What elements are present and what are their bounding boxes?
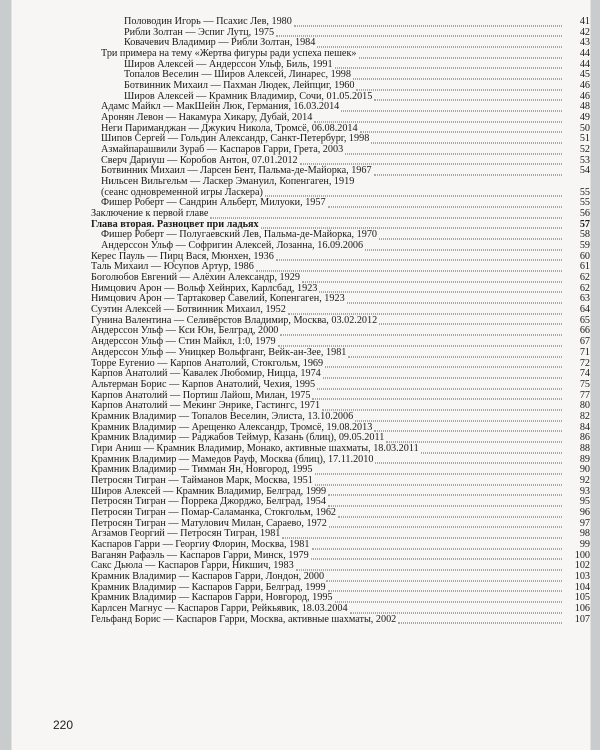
toc-entry-title: Гельфанд Борис — Каспаров Гарри, Москва, активные шахматы, 2002 <box>91 613 397 625</box>
toc-page-number: 49 <box>579 112 590 124</box>
toc-entry-title: Карпов Анатолий — Кавалек Любомир, Ницца, 1974 <box>91 368 321 380</box>
toc-page-number: 61 <box>579 261 590 273</box>
toc-entry-title: Петросян Тигран — Тайманов Марк, Москва, 1951 <box>91 474 313 486</box>
book-page <box>12 0 590 750</box>
toc-page-number: 55 <box>579 197 590 209</box>
toc-entry-title: Таль Михаил — Юсупов Артур, 1986 <box>91 261 254 273</box>
toc-page-number: 53 <box>579 154 590 166</box>
toc-page-number: 62 <box>579 272 590 284</box>
toc-page-number: 77 <box>579 389 590 401</box>
toc-page-number: 93 <box>579 485 590 497</box>
toc-page-number: 89 <box>579 453 590 465</box>
toc-page-number: 58 <box>579 229 590 241</box>
toc-entry-title: Топалов Веселин — Широв Алексей, Линарес, 1998 <box>124 69 351 81</box>
toc-page-number: 67 <box>579 336 590 348</box>
toc-page-number: 42 <box>579 26 590 38</box>
toc-page-number: 51 <box>579 133 590 145</box>
toc-page-number: 75 <box>579 378 590 390</box>
toc-entry-title: Крамник Владимир — Тимман Ян, Новгород, 1995 <box>91 464 313 476</box>
toc-entry-title: Глава вторая. Разноцвет при ладьях <box>91 218 259 230</box>
toc-entry-title: Фишер Роберт — Полугаевский Лев, Пальма-де-Майорка, 1970 <box>101 229 378 241</box>
toc-entry-title: Половодин Игорь — Псахис Лев, 1980 <box>124 16 292 27</box>
toc-page-number: 48 <box>579 101 590 113</box>
toc-entry-title: Гунина Валентина — Селивёрстов Владимир, Москва, 03.02.2012 <box>91 314 378 326</box>
toc-page-number: 44 <box>579 48 590 60</box>
toc-page-number: 106 <box>574 602 590 614</box>
toc-page-number: 86 <box>579 432 590 444</box>
toc-entry-title: Широв Алексей — Крамник Владимир, Сочи, 01.05.2015 <box>124 90 373 102</box>
toc-entry-title: Крамник Владимир — Арещенко Александр, Тромсё, 19.08.2013 <box>91 421 373 433</box>
toc-page-number: 65 <box>579 314 590 326</box>
toc-page-number: 107 <box>574 613 590 625</box>
toc-page-number: 100 <box>574 549 590 561</box>
toc-page-number: 50 <box>579 122 590 134</box>
toc-page-number: 92 <box>579 474 590 486</box>
toc-page-number: 72 <box>579 357 590 369</box>
toc-entry-title: Ботвинник Михаил — Ларсен Бент, Пальма-де-Майорка, 1967 <box>101 165 372 177</box>
toc-entry-title: Боголюбов Евгений — Алёхин Александр, 1929 <box>91 272 300 284</box>
toc-entry-title: Нильсен Вильгельм — Ласкер Эмануил, Копенгаген, 1919 <box>101 176 355 188</box>
toc-entry-title: Карлсен Магнус — Каспаров Гарри, Рейкьявик, 18.03.2004 <box>91 602 348 614</box>
toc-page-number: 63 <box>579 293 590 305</box>
toc-entry-title: Шипов Сергей — Гольдин Александр, Санкт-Петербург, 1998 <box>101 133 370 145</box>
toc-entry-title: Крамник Владимир — Каспаров Гарри, Лондон, 2000 <box>91 570 325 582</box>
toc-entry-title: Андерссон Ульф — Стин Майкл, 1:0, 1979 <box>91 336 276 348</box>
toc-page-number: 99 <box>579 538 590 550</box>
toc-page-number: 88 <box>579 442 590 454</box>
toc-entry-title: Аронян Левон — Накамура Хикару, Дубай, 2014 <box>101 112 313 124</box>
toc-entry-title: Карпов Анатолий — Мекинг Энрике, Гастингс, 1971 <box>91 400 321 412</box>
toc-entry-title: Крамник Владимир — Раджабов Теймур, Казань (блиц), 09.05.2011 <box>91 432 385 444</box>
toc-entry-title: Рибли Золтан — Эспиг Лутц, 1975 <box>124 26 275 38</box>
toc-page-number: 104 <box>574 581 590 593</box>
toc-page-number: 56 <box>579 208 590 220</box>
toc-page-number: 98 <box>579 528 590 540</box>
toc-page-number: 80 <box>579 400 590 412</box>
toc-page-number: 95 <box>579 496 590 508</box>
toc-entry-title: Фишер Роберт — Сандрин Альберт, Милуоки, 1957 <box>101 197 326 209</box>
toc-page-number: 71 <box>579 346 590 358</box>
toc-page-number: 105 <box>574 592 590 604</box>
toc-entry-title: Крамник Владимир — Топалов Веселин, Элиста, 13.10.2006 <box>91 410 354 422</box>
toc-entry-title: Крамник Владимир — Каспаров Гарри, Белград, 1999 <box>91 581 326 593</box>
toc-page-number: 82 <box>579 410 590 422</box>
toc-entry-title: Агзамов Георгий — Петросян Тигран, 1981 <box>91 528 281 540</box>
toc-entry-title: Альтерман Борис — Карпов Анатолий, Чехия, 1995 <box>91 378 316 390</box>
toc-entry-title: Каспаров Гарри — Георгиу Флорин, Москва, 1981 <box>91 538 310 550</box>
toc-entry-title: Широв Алексей — Крамник Владимир, Белград, 1999 <box>91 485 327 497</box>
leader-dots <box>374 164 562 176</box>
leader-dots <box>398 612 562 624</box>
toc-entry-title: Крамник Владимир — Каспаров Гарри, Новгород, 1995 <box>91 592 333 604</box>
toc-entry-title: Петросян Тигран — Матулович Милан, Сараево, 1972 <box>91 517 327 529</box>
toc-page-number: 102 <box>574 560 590 572</box>
toc-page-number: 84 <box>579 421 590 433</box>
toc-entry-title: Андерссон Ульф — Кси Юн, Белград, 2000 <box>91 325 279 337</box>
toc-page-number: 46 <box>579 80 590 92</box>
toc-entry-title: Гири Аниш — Крамник Владимир, Монако, активные шахматы, 18.03.2011 <box>91 442 419 454</box>
toc-page-number: 52 <box>579 144 590 156</box>
toc-page-number: 64 <box>579 304 590 316</box>
toc-entry-title: Заключение к первой главе <box>91 208 209 220</box>
toc-page-number: 44 <box>579 58 590 70</box>
toc-page-number: 59 <box>579 240 590 252</box>
toc-page-number: 97 <box>579 517 590 529</box>
toc-entry-title: Широв Алексей — Андерссон Ульф, Биль, 1991 <box>124 58 333 70</box>
toc-page-number: 96 <box>579 506 590 518</box>
toc-page-number: 45 <box>579 69 590 81</box>
toc-entry-title: Петросян Тигран — Поррека Джорджо, Белград, 1954 <box>91 496 326 508</box>
toc-entry-title: Три примера на тему «Жертва фигуры ради успеха пешек» <box>101 48 357 60</box>
toc-entry-title: Крамник Владимир — Мамедов Рауф, Москва (блиц), 17.11.2010 <box>91 453 374 465</box>
toc-page-number: 43 <box>579 37 590 49</box>
toc-page-number: 46 <box>579 90 590 102</box>
toc-entry-title: Керес Пауль — Пирц Вася, Мюнхен, 1936 <box>91 250 274 262</box>
toc-page-number: 90 <box>579 464 590 476</box>
toc-page-number: 55 <box>579 186 590 198</box>
toc-entry-title: Неги Париманджан — Джукич Никола, Тромсё, 06.08.2014 <box>101 122 358 134</box>
toc-entry-title: Суэтин Алексей — Ботвинник Михаил, 1952 <box>91 304 286 316</box>
toc-entry-title: Ваганян Рафаэль — Каспаров Гарри, Минск, 1979 <box>91 549 309 561</box>
toc-entry-title: Адамс Майкл — МакШейн Люк, Германия, 16.03.2014 <box>101 101 340 113</box>
toc-entry-title: Сверч Дариуш — Коробов Антон, 07.01.2012 <box>101 154 298 166</box>
toc-entry-title: Андерссон Ульф — Уницкер Вольфганг, Вейк-ан-Зее, 1981 <box>91 346 347 358</box>
toc-page-number: 41 <box>579 16 590 27</box>
page-number: 220 <box>53 718 74 732</box>
toc-entry-title: Карпов Анатолий — Портиш Лайош, Милан, 1975 <box>91 389 311 401</box>
toc-entry-title: (сеанс одновременной игры Ласкера) <box>101 186 263 198</box>
toc-page-number: 103 <box>574 570 590 582</box>
toc-entry-title: Торре Еугенио — Карпов Анатолий, Стокгольм, 1969 <box>91 357 324 369</box>
toc-entry-title: Нимцович Арон — Вольф Хейнрих, Карлсбад, 1923 <box>91 282 318 294</box>
toc-page-number: 74 <box>579 368 590 380</box>
toc-entry <box>12 615 590 626</box>
toc-page-number: 66 <box>579 325 590 337</box>
toc-page-number: 57 <box>579 218 590 230</box>
toc-entry-title: Азмайпарашвили Зураб — Каспаров Гарри, Грета, 2003 <box>101 144 344 156</box>
toc-entry-title: Нимцович Арон — Тартаковер Савелий, Копенгаген, 1923 <box>91 293 345 305</box>
toc-entry-title: Ботвинник Михаил — Пахман Людек, Лейпциг, 1960 <box>124 80 355 92</box>
toc-entry-title: Ковачевич Владимир — Рибли Золтан, 1984 <box>124 37 316 49</box>
toc-entry-title: Андерссон Ульф — Софригин Алексей, Лозанна, 16.09.2006 <box>101 240 364 252</box>
toc-page-number: 60 <box>579 250 590 262</box>
toc-entry-title: Петросян Тигран — Помар-Саламанка, Стокгольм, 1962 <box>91 506 337 518</box>
toc-page-number: 62 <box>579 282 590 294</box>
table-of-contents <box>12 17 590 625</box>
toc-entry-title: Сакс Дьюла — Каспаров Гарри, Никшич, 1983 <box>91 560 294 572</box>
toc-page-number: 54 <box>579 165 590 177</box>
